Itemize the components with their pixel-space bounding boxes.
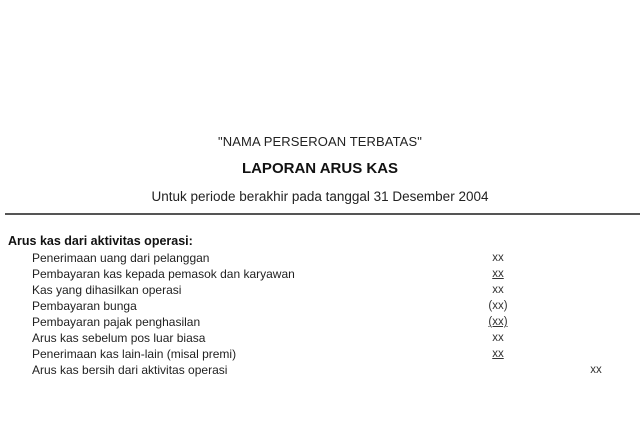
operating-activities-table: [0, 250, 640, 378]
row-label: Pembayaran bunga: [32, 299, 137, 313]
row-amount: xx: [492, 268, 504, 280]
row-label: Pembayaran pajak penghasilan: [32, 315, 201, 329]
row-amount: xx: [492, 252, 504, 264]
row-amount: xx: [492, 348, 504, 360]
report-title: LAPORAN ARUS KAS: [241, 160, 399, 177]
table-row: [0, 346, 640, 362]
company-name: "NAMA PERSEROAN TERBATAS": [218, 134, 422, 149]
table-row-total: [0, 362, 640, 378]
row-label: Penerimaan uang dari pelanggan: [32, 251, 210, 265]
table-row: [0, 330, 640, 346]
row-label: Arus kas sebelum pos luar biasa: [32, 331, 206, 345]
row-amount: xx: [492, 284, 504, 296]
row-amount: xx: [492, 332, 504, 344]
row-label: Penerimaan kas lain-lain (misal premi): [32, 347, 237, 361]
header-divider: [5, 213, 640, 215]
table-row: [0, 282, 640, 298]
row-amount: (xx): [488, 316, 508, 328]
section-heading-operating-activities: Arus kas dari aktivitas operasi:: [8, 234, 193, 248]
row-label: Arus kas bersih dari aktivitas operasi: [32, 363, 228, 377]
row-label: Pembayaran kas kepada pemasok dan karyawan: [32, 267, 295, 281]
table-row: [0, 250, 640, 266]
row-label: Kas yang dihasilkan operasi: [32, 283, 182, 297]
row-amount: (xx): [488, 300, 508, 312]
table-row: [0, 298, 640, 314]
report-period: Untuk periode berakhir pada tanggal 31 Desember 2004: [151, 189, 489, 204]
row-total-amount: xx: [590, 364, 602, 376]
table-row: [0, 314, 640, 330]
table-row: [0, 266, 640, 282]
